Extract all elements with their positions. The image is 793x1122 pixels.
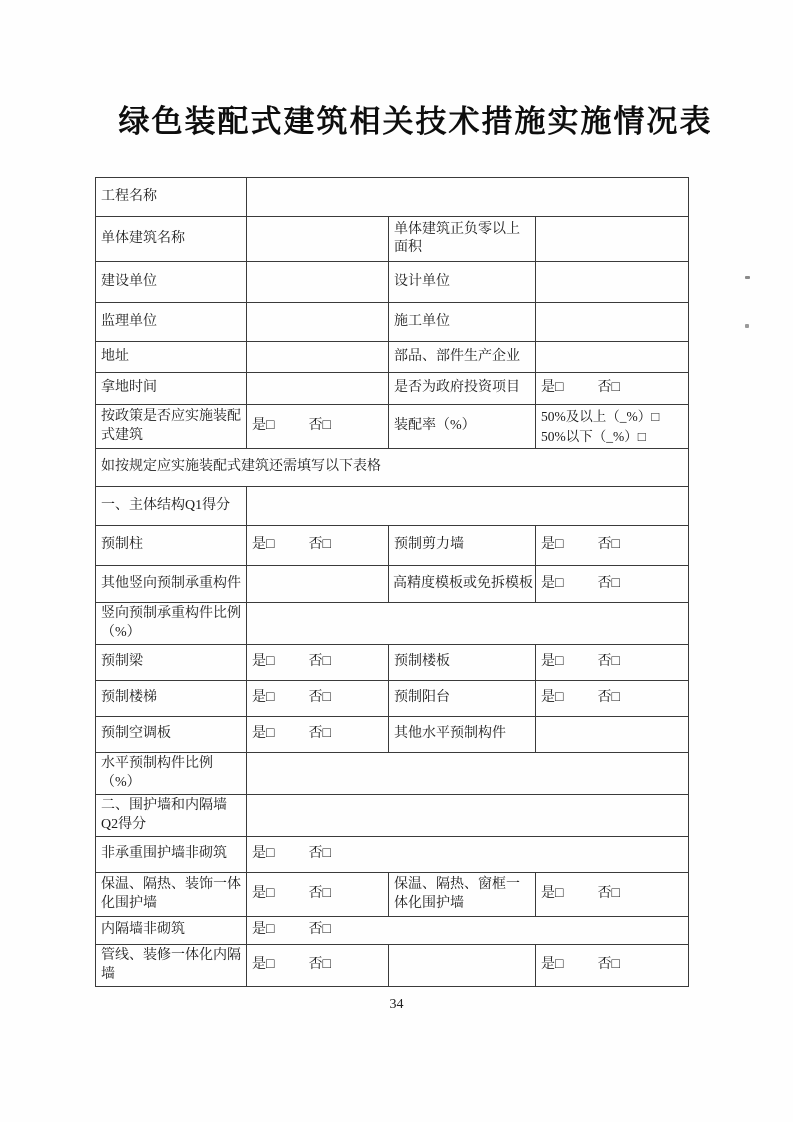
no-checkbox: 否□ [308,690,331,706]
row-construction-unit [96,262,689,303]
yes-checkbox: 是□ [541,654,564,670]
row-non-masonry-partition [96,917,689,945]
field-label: 按政策是否应实施装配式建筑 [96,405,247,449]
no-checkbox: 否□ [597,690,620,706]
field-label: 预制楼板 [389,645,536,681]
section-header: 二、围护墙和内隔墙Q2得分 [96,795,247,837]
yes-no-cell [247,645,389,681]
no-checkbox: 否□ [597,654,620,670]
scan-artifact [745,324,749,328]
no-checkbox: 否□ [308,957,331,973]
yes-checkbox: 是□ [252,957,275,973]
row-vertical-ratio [96,603,689,645]
blank-input-cell [247,262,389,303]
no-checkbox: 否□ [308,846,331,862]
no-checkbox: 否□ [308,922,331,938]
row-integrated-partition [96,945,689,987]
yes-checkbox: 是□ [541,957,564,973]
section-header: 一、主体结构Q1得分 [96,487,247,526]
scan-artifact [745,276,750,279]
page-title: 绿色装配式建筑相关技术措施实施情况表 [118,104,713,139]
blank-input-cell [247,753,689,795]
field-label: 设计单位 [389,262,536,303]
yes-checkbox: 是□ [252,690,275,706]
field-label: 工程名称 [96,178,247,217]
row-horizontal-ratio [96,753,689,795]
field-label: 预制柱 [96,526,247,566]
blank-input-cell [247,342,389,373]
no-checkbox: 否□ [597,957,620,973]
row-note [96,449,689,487]
yes-no-cell [536,526,689,566]
blank-input-cell [247,487,689,526]
yes-checkbox: 是□ [252,537,275,553]
row-building-name [96,217,689,262]
row-section-q1 [96,487,689,526]
blank-input-cell [247,217,389,262]
option-50-and-above: 50%及以上（_%）□ [541,409,660,424]
yes-no-cell [247,945,389,987]
field-label: 部品、部件生产企业 [389,342,536,373]
field-label: 拿地时间 [96,373,247,405]
blank-input-cell [389,945,536,987]
field-label: 是否为政府投资项目 [389,373,536,405]
yes-no-cell [247,681,389,717]
yes-checkbox: 是□ [541,575,564,591]
field-label: 高精度模板或免拆模板 [389,566,536,603]
row-precast-column [96,526,689,566]
field-label: 施工单位 [389,303,536,342]
blank-input-cell [536,717,689,753]
blank-input-cell [536,342,689,373]
yes-no-cell [536,373,689,405]
yes-checkbox: 是□ [252,654,275,670]
field-label: 保温、隔热、窗框一体化围护墙 [389,873,536,917]
yes-no-cell [247,837,689,873]
blank-input-cell [247,303,389,342]
field-label: 内隔墙非砌筑 [96,917,247,945]
row-precast-ac-panel [96,717,689,753]
field-label: 其他竖向预制承重构件 [96,566,247,603]
no-checkbox: 否□ [597,575,620,591]
blank-input-cell [536,262,689,303]
field-label: 预制梁 [96,645,247,681]
field-label: 监理单位 [96,303,247,342]
yes-checkbox: 是□ [541,537,564,553]
field-label: 保温、隔热、装饰一体化围护墙 [96,873,247,917]
row-precast-stair [96,681,689,717]
field-label: 非承重围护墙非砌筑 [96,837,247,873]
no-checkbox: 否□ [597,537,620,553]
yes-checkbox: 是□ [252,418,275,434]
field-label: 水平预制构件比例（%） [96,753,247,795]
yes-checkbox: 是□ [252,726,275,742]
option-below-50: 50%以下（_%）□ [541,428,646,444]
yes-no-cell [247,405,389,449]
yes-no-cell [247,717,389,753]
row-policy-prefab [96,405,689,449]
no-checkbox: 否□ [308,418,331,434]
blank-input-cell [247,566,389,603]
field-label: 单体建筑正负零以上面积 [389,217,536,262]
form-table [95,177,689,987]
yes-no-cell [536,566,689,603]
blank-input-cell [247,373,389,405]
assembly-rate-options [536,405,689,449]
row-integrated-envelope-wall [96,873,689,917]
yes-checkbox: 是□ [541,886,564,902]
field-label: 建设单位 [96,262,247,303]
blank-input-cell [536,303,689,342]
page-number: 34 [389,997,404,1012]
yes-checkbox: 是□ [252,922,275,938]
yes-checkbox: 是□ [541,380,564,396]
field-label: 装配率（%） [389,405,536,449]
yes-checkbox: 是□ [252,846,275,862]
yes-checkbox: 是□ [252,886,275,902]
row-project-name [96,178,689,217]
field-label: 预制空调板 [96,717,247,753]
blank-input-cell [247,178,689,217]
row-other-vertical-members [96,566,689,603]
field-label: 竖向预制承重构件比例（%） [96,603,247,645]
no-checkbox: 否□ [308,886,331,902]
yes-no-cell [536,873,689,917]
no-checkbox: 否□ [308,537,331,553]
yes-no-cell [536,945,689,987]
yes-no-cell [536,645,689,681]
row-supervision-unit [96,303,689,342]
row-non-masonry-envelope [96,837,689,873]
no-checkbox: 否□ [597,886,620,902]
no-checkbox: 否□ [308,654,331,670]
field-label: 单体建筑名称 [96,217,247,262]
row-land-acquisition [96,373,689,405]
blank-input-cell [536,217,689,262]
field-label: 地址 [96,342,247,373]
field-label: 管线、装修一体化内隔墙 [96,945,247,987]
no-checkbox: 否□ [597,380,620,396]
row-section-q2 [96,795,689,837]
yes-checkbox: 是□ [541,690,564,706]
yes-no-cell [247,526,389,566]
field-label: 预制楼梯 [96,681,247,717]
blank-input-cell [247,795,689,837]
field-label: 其他水平预制构件 [389,717,536,753]
yes-no-cell [536,681,689,717]
blank-input-cell [247,603,689,645]
no-checkbox: 否□ [308,726,331,742]
yes-no-cell [247,873,389,917]
row-address [96,342,689,373]
note-text: 如按规定应实施装配式建筑还需填写以下表格 [96,449,689,487]
field-label: 预制剪力墙 [389,526,536,566]
row-precast-beam [96,645,689,681]
yes-no-cell [247,917,689,945]
field-label: 预制阳台 [389,681,536,717]
